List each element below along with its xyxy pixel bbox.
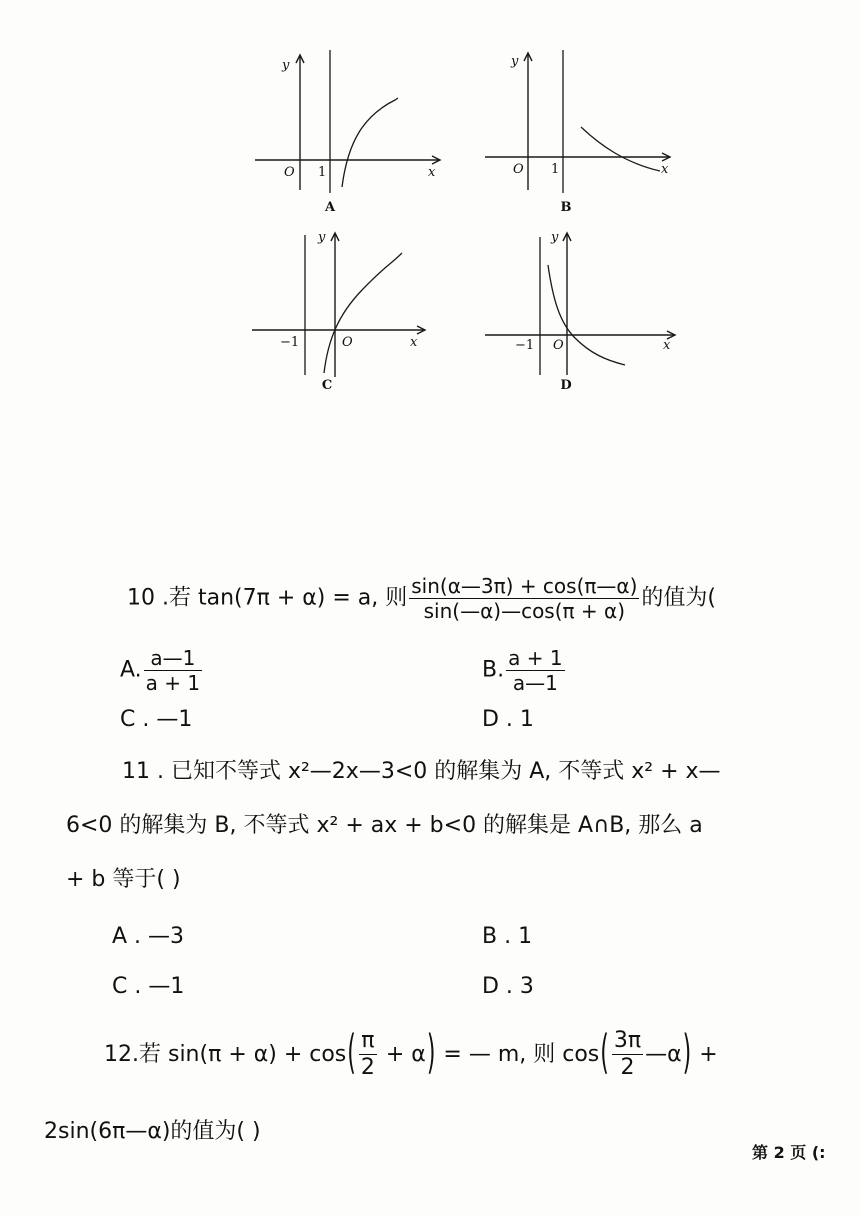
graph-d bbox=[485, 225, 685, 380]
svg-text:1: 1 bbox=[551, 162, 560, 177]
svg-text:y: y bbox=[318, 230, 326, 245]
q12-line2: 2sin(6π—α)的值为( ) bbox=[44, 1119, 261, 1144]
q10-option-a: A. $\frac{a—1}{a + 1}$ bbox=[120, 646, 201, 695]
q10-stem: 10 .若 tan(7π + α) = a, 则 $\frac{\sin(\alpha—3\pi) + \cos(\pi—\alpha)}{\sin(—\alpha)—\cos(\pi + \alpha)}$ 的值为( bbox=[127, 574, 717, 623]
svg-text:O: O bbox=[513, 162, 524, 177]
q11-option-a: A . —3 bbox=[112, 924, 185, 949]
q11-option-b: B . 1 bbox=[482, 924, 533, 949]
q10-option-b: B. $\frac{a + 1}{a—1}$ bbox=[482, 646, 563, 695]
svg-text:O: O bbox=[342, 335, 353, 350]
graph-c-caption: C bbox=[321, 378, 333, 393]
svg-text:1: 1 bbox=[318, 165, 327, 180]
q10-option-c: C . —1 bbox=[120, 707, 193, 732]
q11-option-c: C . —1 bbox=[112, 974, 185, 999]
svg-text:−1: −1 bbox=[515, 338, 535, 353]
q11-line1: 11 . 已知不等式 x²—2x—3<0 的解集为 A, 不等式 x² + x— bbox=[122, 759, 721, 784]
q10-fraction: $\frac{\sin(\alpha—3\pi) + \cos(\pi—\alpha)}{\sin(—\alpha)—\cos(\pi + \alpha)}$ bbox=[411, 574, 638, 623]
q10-option-d: D . 1 bbox=[482, 707, 534, 732]
svg-text:O: O bbox=[284, 165, 295, 180]
q11-option-d: D . 3 bbox=[482, 974, 534, 999]
page-number: 第 2 页 (: bbox=[752, 1143, 826, 1162]
graph-d-caption: D bbox=[560, 378, 572, 393]
graph-a-caption: A bbox=[324, 200, 336, 215]
svg-text:y: y bbox=[282, 58, 290, 73]
svg-text:x: x bbox=[663, 338, 671, 353]
q11-line3: + b 等于( ) bbox=[66, 867, 181, 892]
q11-line2: 6<0 的解集为 B, 不等式 x² + ax + b<0 的解集是 A∩B, 那么 a bbox=[66, 813, 703, 838]
svg-text:x: x bbox=[428, 165, 436, 180]
graph-b bbox=[485, 45, 685, 195]
svg-text:y: y bbox=[551, 230, 559, 245]
svg-text:−1: −1 bbox=[280, 335, 300, 350]
svg-text:x: x bbox=[661, 162, 669, 177]
svg-text:y: y bbox=[511, 54, 519, 69]
graph-b-caption: B bbox=[560, 200, 572, 215]
graph-a bbox=[250, 45, 450, 195]
svg-text:O: O bbox=[553, 338, 564, 353]
q12-line1: 12.若 sin(π + α) + cos( $\frac{\pi}{2}$ + α) = — m, 则 cos( $\frac{3\pi}{2}$ —α) + bbox=[104, 1028, 718, 1082]
graph-c bbox=[250, 225, 450, 380]
svg-text:x: x bbox=[410, 335, 418, 350]
